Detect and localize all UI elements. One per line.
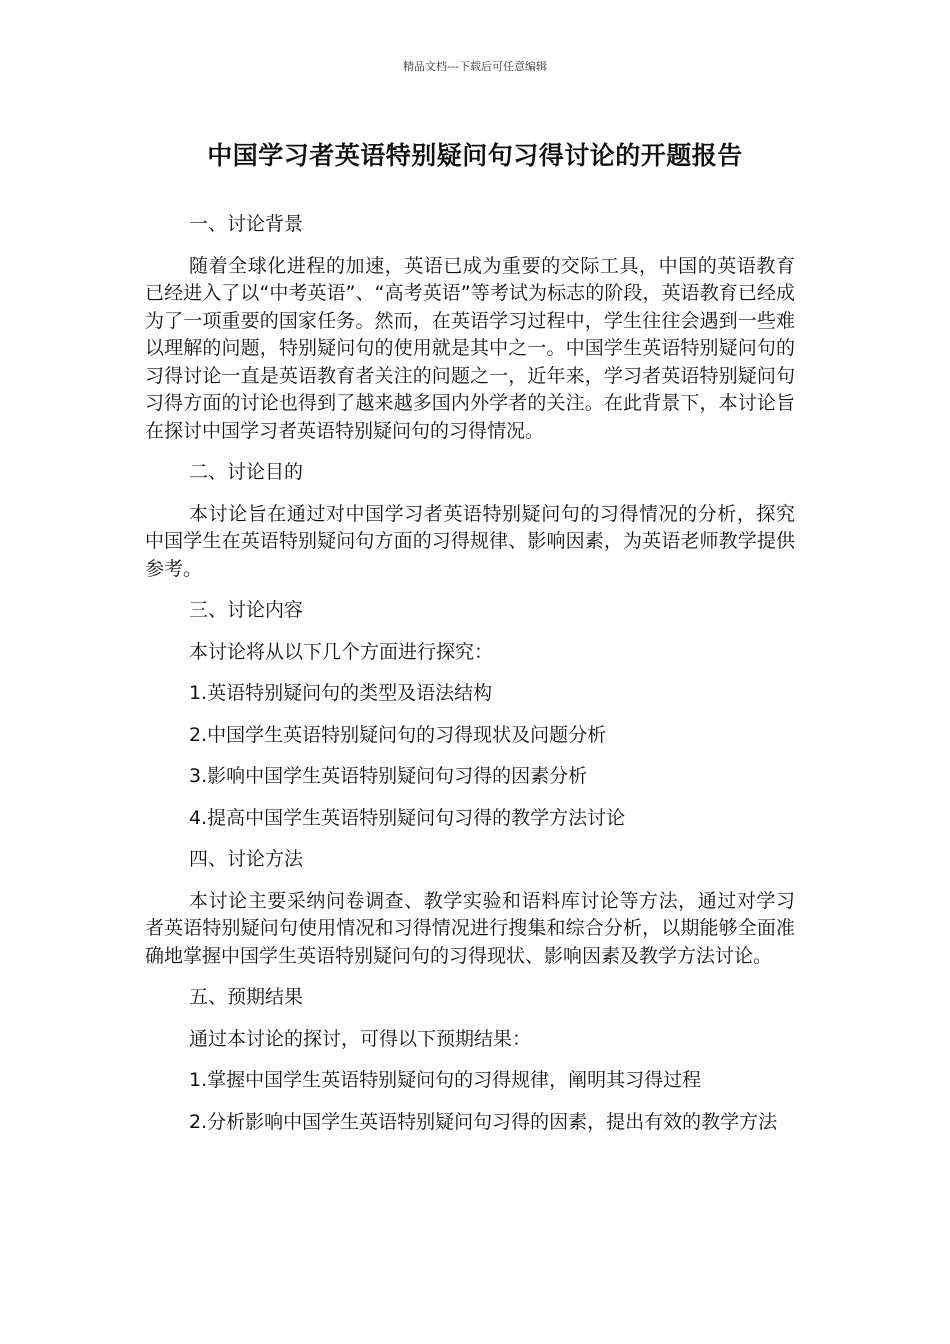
content-intro: 本讨论将从以下几个方面进行探究： <box>189 640 494 663</box>
section-heading-results: 五、预期结果 <box>189 986 304 1008</box>
document-title: 中国学习者英语特别疑问句习得讨论的开题报告 <box>207 141 743 170</box>
content-item: 1.英语特别疑问句的类型及语法结构 <box>189 682 493 704</box>
method-paragraph: 本讨论主要采纳问卷调查、教学实验和语料库讨论等方法，通过对学习者英语特别疑问句使用情况和习得情况进行搜集和综合分析，以期能够全面准确地掌握中国学生英语特别疑问句的习得现状、影响因素及教学方法讨论。 <box>145 889 795 967</box>
section-heading-purpose: 二、讨论目的 <box>189 461 304 483</box>
content-item: 3.影响中国学生英语特别疑问句习得的因素分析 <box>189 765 588 787</box>
content-item: 2.中国学生英语特别疑问句的习得现状及问题分析 <box>189 723 607 746</box>
content-item: 4.提高中国学生英语特别疑问句习得的教学方法讨论 <box>189 806 626 829</box>
results-intro: 通过本讨论的探讨，可得以下预期结果： <box>189 1027 532 1050</box>
background-paragraph: 随着全球化进程的加速，英语已成为重要的交际工具，中国的英语教育已经进入了以“中考英语”、“高考英语”等考试为标志的阶段，英语教育已经成为了一项重要的国家任务。然而，在英语学习过程中，学生往往会遇到一些难以理解的问题，特别疑问句的使用就是其中之一。中国学生英语特别疑问句的习得讨论一直是英语教育者关注的问题之一，近年来，学习者英语特别疑问句习得方面的讨论也得到了越来越多国内外学者的关注。在此背景下，本讨论旨在探讨中国学习者英语特别疑问句的习得情况。 <box>145 254 795 442</box>
section-heading-content: 三、讨论内容 <box>189 599 304 621</box>
purpose-paragraph: 本讨论旨在通过对中国学习者英语特别疑问句的习得情况的分析，探究中国学生在英语特别疑问句方面的习得规律、影响因素，为英语老师教学提供参考。 <box>145 502 795 580</box>
document-body <box>145 211 795 1150</box>
results-item: 2.分析影响中国学生英语特别疑问句习得的因素，提出有效的教学方法 <box>189 1110 778 1133</box>
results-item: 1.掌握中国学生英语特别疑问句的习得规律，阐明其习得过程 <box>189 1069 702 1091</box>
header-note: 精品文档---下载后可任意编辑 <box>403 60 547 73</box>
section-heading-method: 四、讨论方法 <box>189 848 304 870</box>
section-heading-background: 一、讨论背景 <box>189 213 304 235</box>
